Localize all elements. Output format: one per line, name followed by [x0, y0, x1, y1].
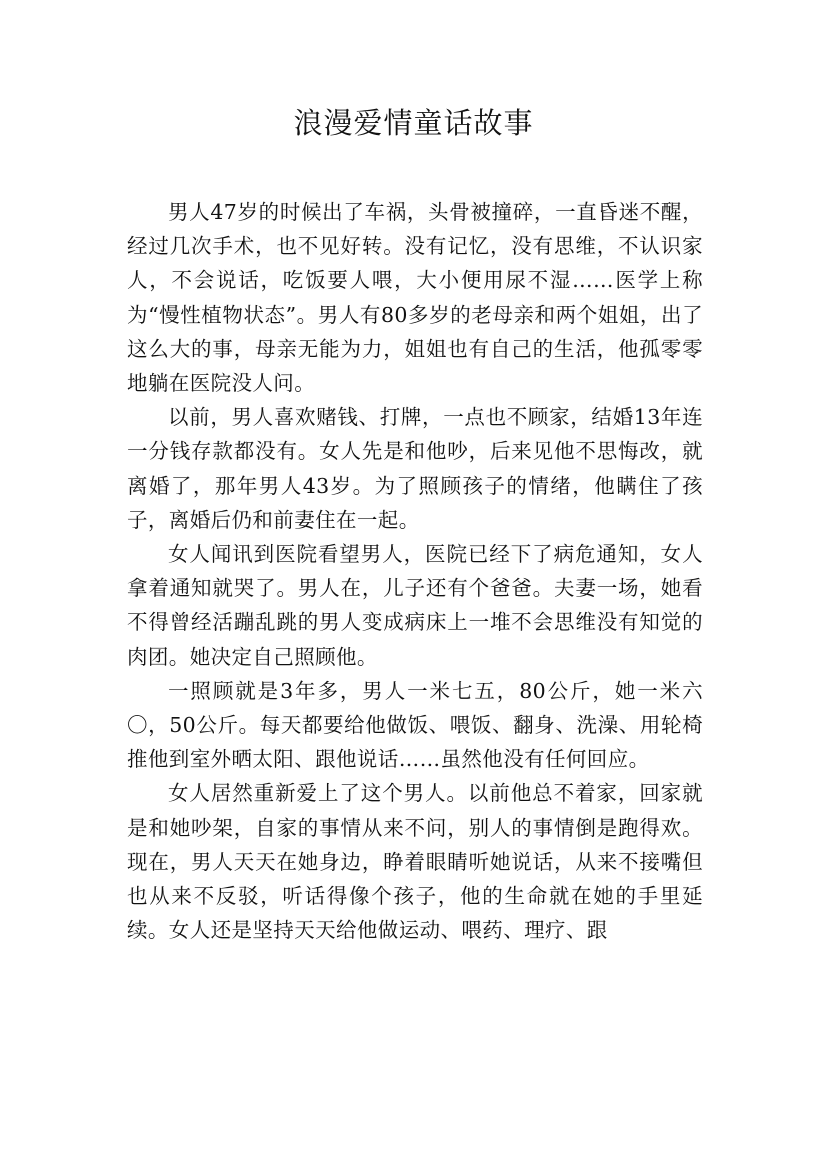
paragraph: 女人闻讯到医院看望男人，医院已经下了病危通知，女人拿着通知就哭了。男人在，儿子还有个爸爸。夫妻一场，她看不得曾经活蹦乱跳的男人变成病床上一堆不会思维没有知觉的肉团。她决定自己照顾他。: [127, 542, 703, 669]
paragraph: 男人47岁的时候出了车祸，头骨被撞碎，一直昏迷不醒，经过几次手术，也不见好转。没有记忆，没有思维，不认识家人，不会说话，吃饭要人喂，大小便用尿不湿……医学上称为“慢性植物状态”。男人有80多岁的老母亲和两个姐姐，出了这么大的事，母亲无能为力，姐姐也有自己的生活，他孤零零地躺在医院没人问。: [127, 200, 703, 396]
document-title: 浪漫爱情童话故事: [293, 106, 534, 140]
paragraph: 以前，男人喜欢赌钱、打牌，一点也不顾家，结婚13年连一分钱存款都没有。女人先是和他吵，后来见他不思悔改，就离婚了，那年男人43岁。为了照顾孩子的情绪，他瞒住了孩子，离婚后仍和前妻住在一起。: [127, 405, 703, 532]
document-body: [127, 195, 703, 947]
paragraph: 女人居然重新爱上了这个男人。以前他总不着家，回家就是和她吵架，自家的事情从来不问，别人的事情倒是跑得欢。现在，男人天天在她身边，睁着眼睛听她说话，从来不接嘴但也从来不反驳，听话得像个孩子，他的生命就在她的手里延续。女人还是坚持天天给他做运动、喂药、理疗、跟: [127, 781, 703, 943]
paragraph: 一照顾就是3年多，男人一米七五，80公斤，她一米六〇，50公斤。每天都要给他做饭、喂饭、翻身、洗澡、用轮椅推他到室外晒太阳、跟他说话……虽然他没有任何回应。: [127, 678, 703, 772]
